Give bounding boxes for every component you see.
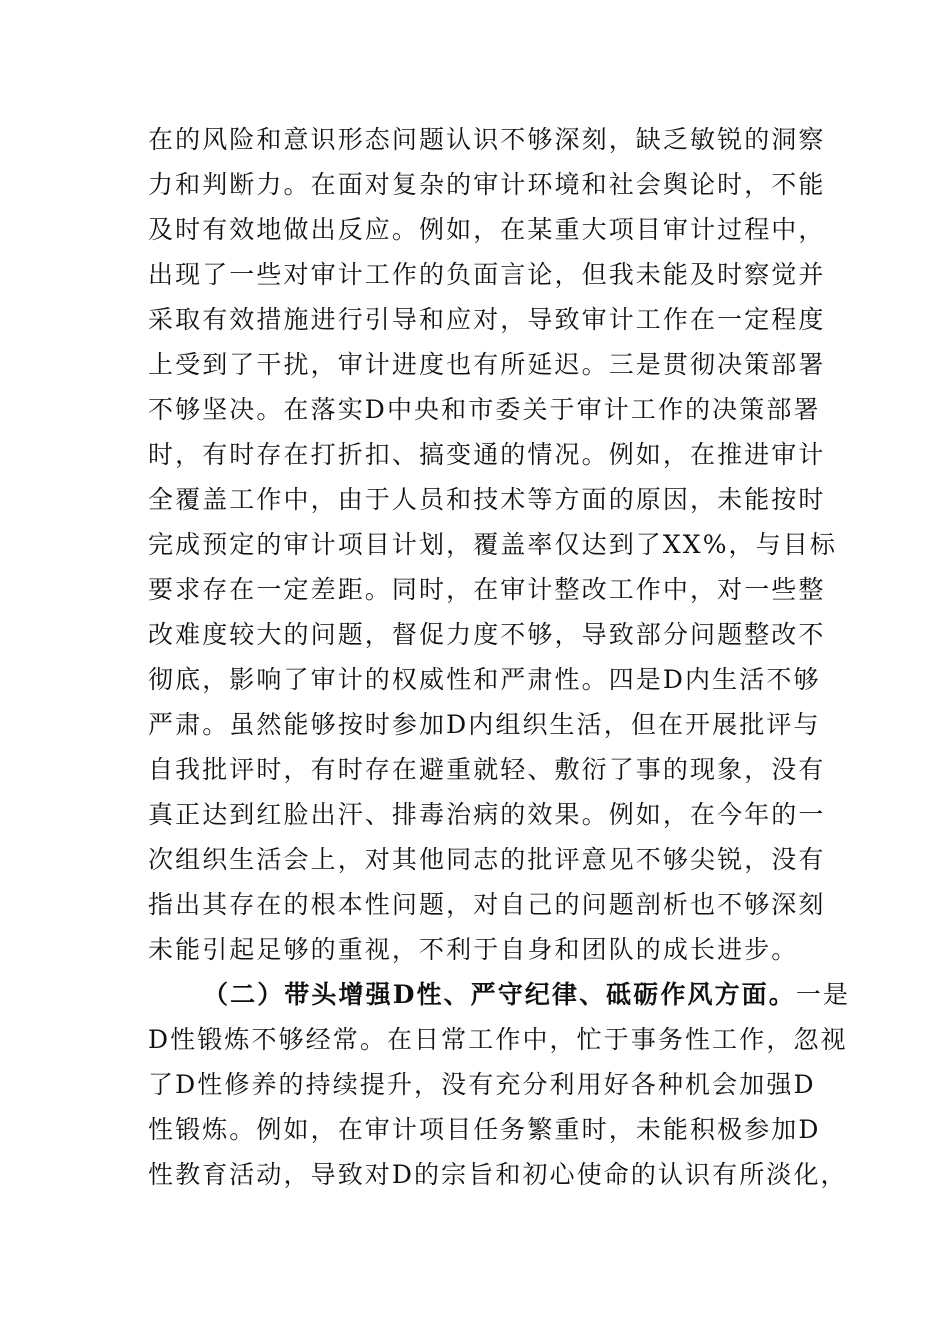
section-heading-continuation: 一是 — [795, 980, 851, 1009]
text-line: 改难度较大的问题，督促力度不够，导致部分问题整改不 — [148, 620, 826, 649]
text-line: D性锻炼不够经常。在日常工作中，忙于事务性工作，忽视 — [148, 1025, 848, 1054]
text-line: 力和判断力。在面对复杂的审计环境和社会舆论时，不能 — [148, 170, 826, 199]
text-line: 完成预定的审计项目计划，覆盖率仅达到了XX%，与目标 — [148, 530, 837, 559]
text-line: 时，有时存在打折扣、搞变通的情况。例如，在推进审计 — [148, 440, 826, 469]
section-heading-line — [148, 972, 851, 1017]
text-line: 严肃。虽然能够按时参加D内组织生活，但在开展批评与 — [148, 710, 821, 739]
text-line: 采取有效措施进行引导和应对，导致审计工作在一定程度 — [148, 305, 826, 334]
text-line: 彻底，影响了审计的权威性和严肃性。四是D内生活不够 — [148, 665, 821, 694]
text-line: 真正达到红脸出汗、排毒治病的效果。例如，在今年的一 — [148, 800, 826, 829]
text-line: 指出其存在的根本性问题，对自己的问题剖析也不够深刻 — [148, 890, 826, 919]
text-line: 上受到了干扰，审计进度也有所延迟。三是贯彻决策部署 — [148, 350, 826, 379]
text-line: 未能引起足够的重视，不利于自身和团队的成长进步。 — [148, 935, 799, 964]
text-line: 在的风险和意识形态问题认识不够深刻，缺乏敏锐的洞察 — [148, 125, 826, 154]
text-line: 全覆盖工作中，由于人员和技术等方面的原因，未能按时 — [148, 485, 826, 514]
text-line: 出现了一些对审计工作的负面言论，但我未能及时察觉并 — [148, 260, 826, 289]
text-line: 要求存在一定差距。同时，在审计整改工作中，对一些整 — [148, 575, 826, 604]
text-line: 次组织生活会上，对其他同志的批评意见不够尖锐，没有 — [148, 845, 826, 874]
text-line: 不够坚决。在落实D中央和市委关于审计工作的决策部署 — [148, 395, 821, 424]
text-line: 了D性修养的持续提升，没有充分利用好各种机会加强D — [148, 1070, 816, 1099]
section-heading: （二）带头增强D性、严守纪律、砥砺作风方面。 — [203, 980, 796, 1009]
text-line: 及时有效地做出反应。例如，在某重大项目审计过程中， — [148, 215, 826, 244]
body-text — [148, 117, 851, 1197]
text-line: 性教育活动，导致对D的宗旨和初心使命的认识有所淡化， — [148, 1160, 848, 1189]
text-line: 性锻炼。例如，在审计项目任务繁重时，未能积极参加D — [148, 1115, 821, 1144]
text-line: 自我批评时，有时存在避重就轻、敷衍了事的现象，没有 — [148, 755, 826, 784]
